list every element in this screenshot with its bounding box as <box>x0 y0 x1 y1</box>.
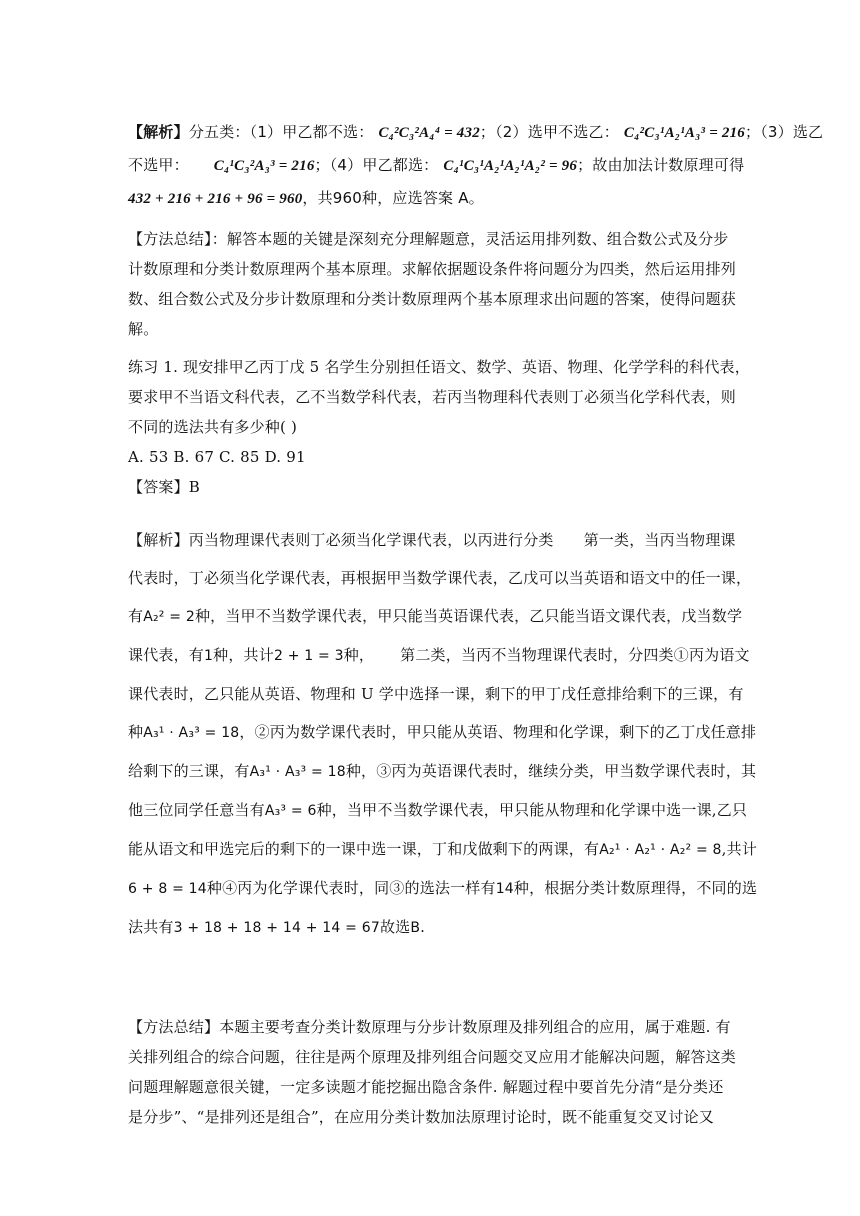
analysis-2-line-2: 代表时，丁必须当化学课代表，再根据甲当数学课代表，乙戊可以当英语和语文中的任一课， <box>128 569 752 587</box>
formula: B <box>410 920 421 936</box>
summary-1-line: 计数原理和分类计数原理两个基本原理。求解依据题设条件将问题分为四类，然后运用排列 <box>128 260 737 278</box>
analysis-2-line-5: 课代表时，乙只能从英语、物理和 U 学中选择一课，剩下的甲丁戊任意排给剩下的三课，有 <box>128 685 744 703</box>
analysis-2-line-11: 法共有3 + 18 + 18 + 14 + 14 = 67故选B. <box>128 918 426 936</box>
formula: 6 + 8 = 14 <box>128 881 207 897</box>
formula: A₃³ = 6 <box>264 803 317 819</box>
analysis-2-line-7: 给剩下的三课，有A₃¹ · A₃³ = 18种，③丙为英语课代表时，继续分类，甲当数学课代表时，其 <box>128 762 757 780</box>
formula: C₄¹C₃¹A₂¹A₂¹A₂² = 96 <box>443 158 578 174</box>
formula: C₄²C₃¹A₂¹A₃³ = 216 <box>623 125 745 141</box>
formula: A₂¹ · A₂¹ · A₂² = 8 <box>599 842 722 858</box>
analysis-2-line-4: 课代表，有1种，共计2 + 1 = 3种， 第二类，当丙不当物理课代表时，分四类①丙为语文 <box>128 646 750 664</box>
formula: C₄²C₃²A₄⁴ = 432 <box>378 125 480 141</box>
analysis-2-line-1: 【解析】丙当物理课代表则丁必须当化学课代表，以丙进行分类 第一类，当丙当物理课 <box>128 531 736 549</box>
summary-2-line: 【方法总结】本题主要考查分类计数原理与分步计数原理及排列组合的应用，属于难题. 有 <box>128 1018 731 1036</box>
formula: A₂² = 2 <box>143 609 195 625</box>
formula: 1 <box>204 648 214 664</box>
method-summary-2 <box>128 1012 738 1132</box>
analysis-2-line-6: 种A₃¹ · A₃³ = 18，②丙为数学课代表时，甲只能从英语、物理和化学课，剩下的乙丁戊任意排 <box>128 723 757 741</box>
exercise-line: 要求甲不当语文科代表，乙不当数学科代表，若丙当物理科代表则丁必须当化学科代表，则 <box>128 388 737 406</box>
summary-2-line: 问题理解题意很关键，一定多读题才能挖掘出隐含条件. 解题过程中要首先分清“是分类还 <box>128 1078 724 1096</box>
formula: 2 + 1 = 3 <box>273 648 344 664</box>
exercise-1 <box>128 352 750 502</box>
analysis-block-1 <box>128 116 824 215</box>
summary-2-line: 关排列组合的综合问题，往往是两个原理及排列组合问题交叉应用才能解决问题，解答这类 <box>128 1048 737 1066</box>
summary-1-line: 数、组合数公式及分步计数原理和分类计数原理两个基本原理求出问题的答案，使得问题获 <box>128 290 737 308</box>
exercise-line: 练习 1. 现安排甲乙丙丁戊 5 名学生分别担任语文、数学、英语、物理、化学学科的科代表， <box>128 358 750 376</box>
formula: A₃¹ · A₃³ = 18 <box>143 725 240 741</box>
summary-1-line: 解。 <box>128 320 159 338</box>
analysis-1-line-2: 不选甲： C₄¹C₃²A₃³ = 216；（4）甲乙都选： C₄¹C₃¹A₂¹A₂¹A₂² = 96；故由加法计数原理可得 <box>128 156 745 174</box>
formula: 432 + 216 + 216 + 96 = 960 <box>128 191 303 207</box>
summary-2-line: 是分步”、“是排列还是组合”，在应用分类计数加法原理讨论时，既不能重复交叉讨论又 <box>128 1108 715 1126</box>
summary-1-line: 【方法总结】：解答本题的关键是深刻充分理解题意，灵活运用排列数、组合数公式及分步 <box>128 230 729 248</box>
exercise-line: 不同的选法共有多少种( ) <box>128 418 298 436</box>
analysis-2-line-8: 他三位同学任意当有A₃³ = 6种，当甲不当数学课代表，甲只能从物理和化学课中选一课,乙只 <box>128 801 748 819</box>
exercise-options: A. 53 B. 67 C. 85 D. 91 <box>128 448 306 466</box>
analysis-2-line-10: 6 + 8 = 14种④丙为化学课代表时，同③的选法一样有14种，根据分类计数原理得，不同的选 <box>128 879 758 897</box>
method-summary-1 <box>128 224 738 344</box>
analysis-2-line-3: 有A₂² = 2种，当甲不当数学课代表，甲只能当英语课代表，乙只能当语文课代表，戊当数学 <box>128 607 743 625</box>
formula: 14 <box>495 881 514 897</box>
analysis-2-line-9: 能从语文和甲选完后的剩下的一课中选一课，丁和戊做剩下的两课，有A₂¹ · A₂¹ · A₂² = 8,共计 <box>128 840 758 858</box>
analysis-1-line-3: 432 + 216 + 216 + 96 = 960，共960种，应选答案 A。 <box>128 189 484 207</box>
analysis-1-line-1: 【解析】分五类：（1）甲乙都不选： C₄²C₃²A₄⁴ = 432；（2）选甲不选乙： C₄²C₃¹A₂¹A₃³ = 216；（3）选乙 <box>128 123 824 141</box>
analysis-block-2 <box>128 521 758 947</box>
formula: C₄¹C₃²A₃³ = 216 <box>213 158 315 174</box>
formula: 3 + 18 + 18 + 14 + 14 = 67 <box>173 920 380 936</box>
exercise-answer: 【答案】B <box>128 478 201 496</box>
formula: A₃¹ · A₃³ = 18 <box>249 764 346 780</box>
